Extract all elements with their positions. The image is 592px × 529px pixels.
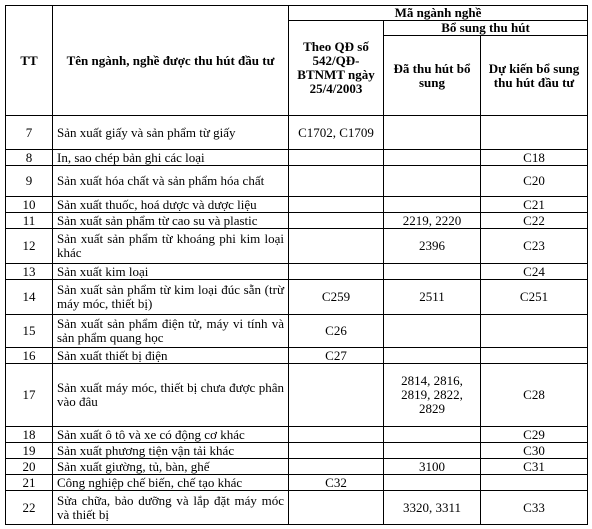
header-code-group: Mã ngành nghề — [289, 6, 588, 21]
row-number: 10 — [6, 197, 53, 213]
planned-code: C28 — [481, 364, 588, 427]
table-row — [6, 315, 588, 348]
row-number: 8 — [6, 150, 53, 166]
table-body — [6, 116, 588, 525]
attracted-code — [384, 475, 481, 491]
decision-542-code: C27 — [289, 348, 384, 364]
header-supplement: Bổ sung thu hút — [384, 21, 588, 36]
industry-name: Sản xuất giường, tủ, bàn, ghế — [53, 459, 289, 475]
attracted-code: 2814, 2816, 2819, 2822, 2829 — [384, 364, 481, 427]
table-row — [6, 264, 588, 280]
table-row — [6, 150, 588, 166]
attracted-code: 2219, 2220 — [384, 213, 481, 229]
industry-name: Sản xuất phương tiện vận tải khác — [53, 443, 289, 459]
row-number: 19 — [6, 443, 53, 459]
industry-name: Công nghiệp chế biến, chế tạo khác — [53, 475, 289, 491]
row-number: 9 — [6, 166, 53, 197]
table-row — [6, 443, 588, 459]
table-row — [6, 116, 588, 150]
header-attracted: Đã thu hút bổ sung — [384, 36, 481, 116]
attracted-code — [384, 315, 481, 348]
industry-name: Sản xuất thuốc, hoá dược và dược liệu — [53, 197, 289, 213]
attracted-code — [384, 166, 481, 197]
attracted-code — [384, 116, 481, 150]
row-number: 15 — [6, 315, 53, 348]
planned-code: C23 — [481, 229, 588, 264]
planned-code: C29 — [481, 427, 588, 443]
industry-name: Sản xuất máy móc, thiết bị chưa được phân vào đâu — [53, 364, 289, 427]
planned-code: C22 — [481, 213, 588, 229]
decision-542-code — [289, 459, 384, 475]
planned-code: C21 — [481, 197, 588, 213]
decision-542-code — [289, 364, 384, 427]
table-row — [6, 475, 588, 491]
attracted-code — [384, 443, 481, 459]
decision-542-code: C1702, C1709 — [289, 116, 384, 150]
decision-542-code: C32 — [289, 475, 384, 491]
decision-542-code — [289, 491, 384, 525]
decision-542-code — [289, 213, 384, 229]
row-number: 7 — [6, 116, 53, 150]
planned-code: C20 — [481, 166, 588, 197]
decision-542-code — [289, 229, 384, 264]
decision-542-code — [289, 264, 384, 280]
header-industry-name: Tên ngành, nghề được thu hút đầu tư — [53, 6, 289, 116]
industry-name: Sản xuất kim loại — [53, 264, 289, 280]
decision-542-code: C259 — [289, 280, 384, 315]
planned-code: C24 — [481, 264, 588, 280]
planned-code — [481, 475, 588, 491]
attracted-code: 2511 — [384, 280, 481, 315]
decision-542-code — [289, 166, 384, 197]
industry-name: Sửa chữa, bảo dưỡng và lắp đặt máy móc và thiết bị — [53, 491, 289, 525]
planned-code: C30 — [481, 443, 588, 459]
header-planned: Dự kiến bổ sung thu hút đầu tư — [481, 36, 588, 116]
attracted-code — [384, 264, 481, 280]
industry-name: Sản xuất sản phẩm từ cao su và plastic — [53, 213, 289, 229]
planned-code — [481, 315, 588, 348]
attracted-code: 2396 — [384, 229, 481, 264]
table-row — [6, 348, 588, 364]
attracted-code: 3320, 3311 — [384, 491, 481, 525]
planned-code: C18 — [481, 150, 588, 166]
row-number: 13 — [6, 264, 53, 280]
row-number: 21 — [6, 475, 53, 491]
planned-code: C251 — [481, 280, 588, 315]
attracted-code — [384, 197, 481, 213]
table-row — [6, 229, 588, 264]
industry-name: Sản xuất sản phẩm từ khoáng phi kim loại khác — [53, 229, 289, 264]
table-row — [6, 491, 588, 525]
table-row — [6, 166, 588, 197]
row-number: 20 — [6, 459, 53, 475]
row-number: 22 — [6, 491, 53, 525]
table-row — [6, 213, 588, 229]
header-tt: TT — [6, 6, 53, 116]
planned-code: C33 — [481, 491, 588, 525]
header-decision-542: Theo QĐ số 542/QĐ-BTNMT ngày 25/4/2003 — [289, 21, 384, 116]
industry-name: Sản xuất giấy và sản phẩm từ giấy — [53, 116, 289, 150]
industry-name: Sản xuất sản phẩm điện tử, máy vi tính và sản phẩm quang học — [53, 315, 289, 348]
row-number: 14 — [6, 280, 53, 315]
attracted-code — [384, 427, 481, 443]
table-row — [6, 459, 588, 475]
row-number: 17 — [6, 364, 53, 427]
attracted-code: 3100 — [384, 459, 481, 475]
table-row — [6, 427, 588, 443]
decision-542-code — [289, 197, 384, 213]
decision-542-code — [289, 427, 384, 443]
row-number: 18 — [6, 427, 53, 443]
decision-542-code: C26 — [289, 315, 384, 348]
attracted-code — [384, 348, 481, 364]
planned-code — [481, 348, 588, 364]
table-row — [6, 280, 588, 315]
industry-name: In, sao chép bản ghi các loại — [53, 150, 289, 166]
decision-542-code — [289, 150, 384, 166]
row-number: 11 — [6, 213, 53, 229]
industry-name: Sản xuất hóa chất và sản phẩm hóa chất — [53, 166, 289, 197]
industry-name: Sản xuất thiết bị điện — [53, 348, 289, 364]
table-row — [6, 197, 588, 213]
attracted-code — [384, 150, 481, 166]
planned-code: C31 — [481, 459, 588, 475]
industry-code-table — [5, 5, 588, 525]
industry-name: Sản xuất sản phẩm từ kim loại đúc sẵn (trừ máy móc, thiết bị) — [53, 280, 289, 315]
table-row — [6, 364, 588, 427]
row-number: 16 — [6, 348, 53, 364]
planned-code — [481, 116, 588, 150]
decision-542-code — [289, 443, 384, 459]
row-number: 12 — [6, 229, 53, 264]
industry-name: Sản xuất ô tô và xe có động cơ khác — [53, 427, 289, 443]
